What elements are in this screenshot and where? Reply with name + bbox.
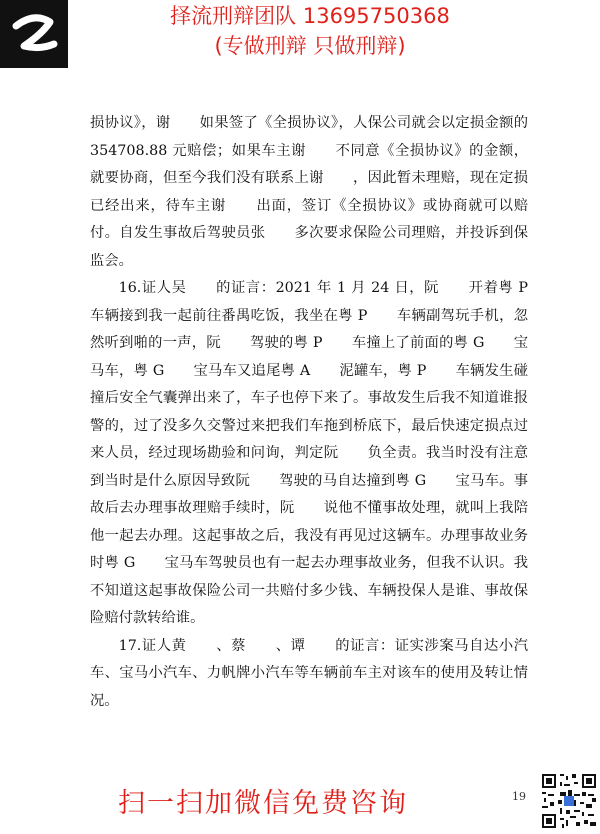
paragraph-1: 损协议》，谢 如果签了《全损协议》，人保公司就会以定损金额的 354708.88 元赔偿；如果车主谢 不同意《全损协议》的金额，就要协商，但至今我们没有联系上谢 ，因此暂未理赔，现在定损已经出来，待车主谢 出面，签订《全损协议》或协商就可以赔付。自发生事故后驾驶员张 多次要求保险公司理赔，并投诉到保监会。 [90,115,528,269]
footer-slogan: 扫一扫加微信免费咨询 [118,788,408,819]
paragraph-3: 17.证人黄 、蔡 、谭 的证言：证实涉案马自达小汽车、宝马小汽车、力帆牌小汽车等车辆前车主对该车的使用及转让情况。 [90,637,528,709]
paragraph-2: 16.证人吴 的证言：2021 年 1 月 24 日，阮 开着粤 P 车辆接到我一起前往番禺吃饭，我坐在粤 P 车辆副驾玩手机，忽然听到啪的一声，阮 驾驶的粤 P 车撞上了前面的粤 G 宝马车，粤 G 宝马车又追尾粤 A 泥罐车，粤 P 车辆发生碰撞后安全气囊弹出来了，车子也停下来了。事故发生后我不知道谁报警的，过了没多久交警过来把我们车拖到桥底下，最后快速定损点过来人员，经过现场勘验和问询，判定阮 负全责。我当时没有注意到当时是什么原因导致阮 驾驶的马自达撞到粤 G 宝马车。事故后去办理事故理赔手续时，阮 说他不懂事故处理，就叫上我陪他一起去办理。这起事故之后，我没有再见过这辆车。办理事故业务时粤 G 宝马车驾驶员也有一起去办理事故业务，但我不认识。我不知道这起事故保险公司一共赔付多少钱、车辆投保人是谁、事故保险赔付款转给谁。 [90,280,557,626]
header-tagline: (专做刑辩 只做刑辩) [214,34,406,58]
document-body [90,110,557,715]
z-logo-icon [6,6,62,62]
header-contact: 择流刑辩团队 13695750368 [170,4,450,28]
qr-code-icon[interactable] [540,772,598,830]
page-number: 19 [512,790,526,803]
logo [0,0,68,68]
